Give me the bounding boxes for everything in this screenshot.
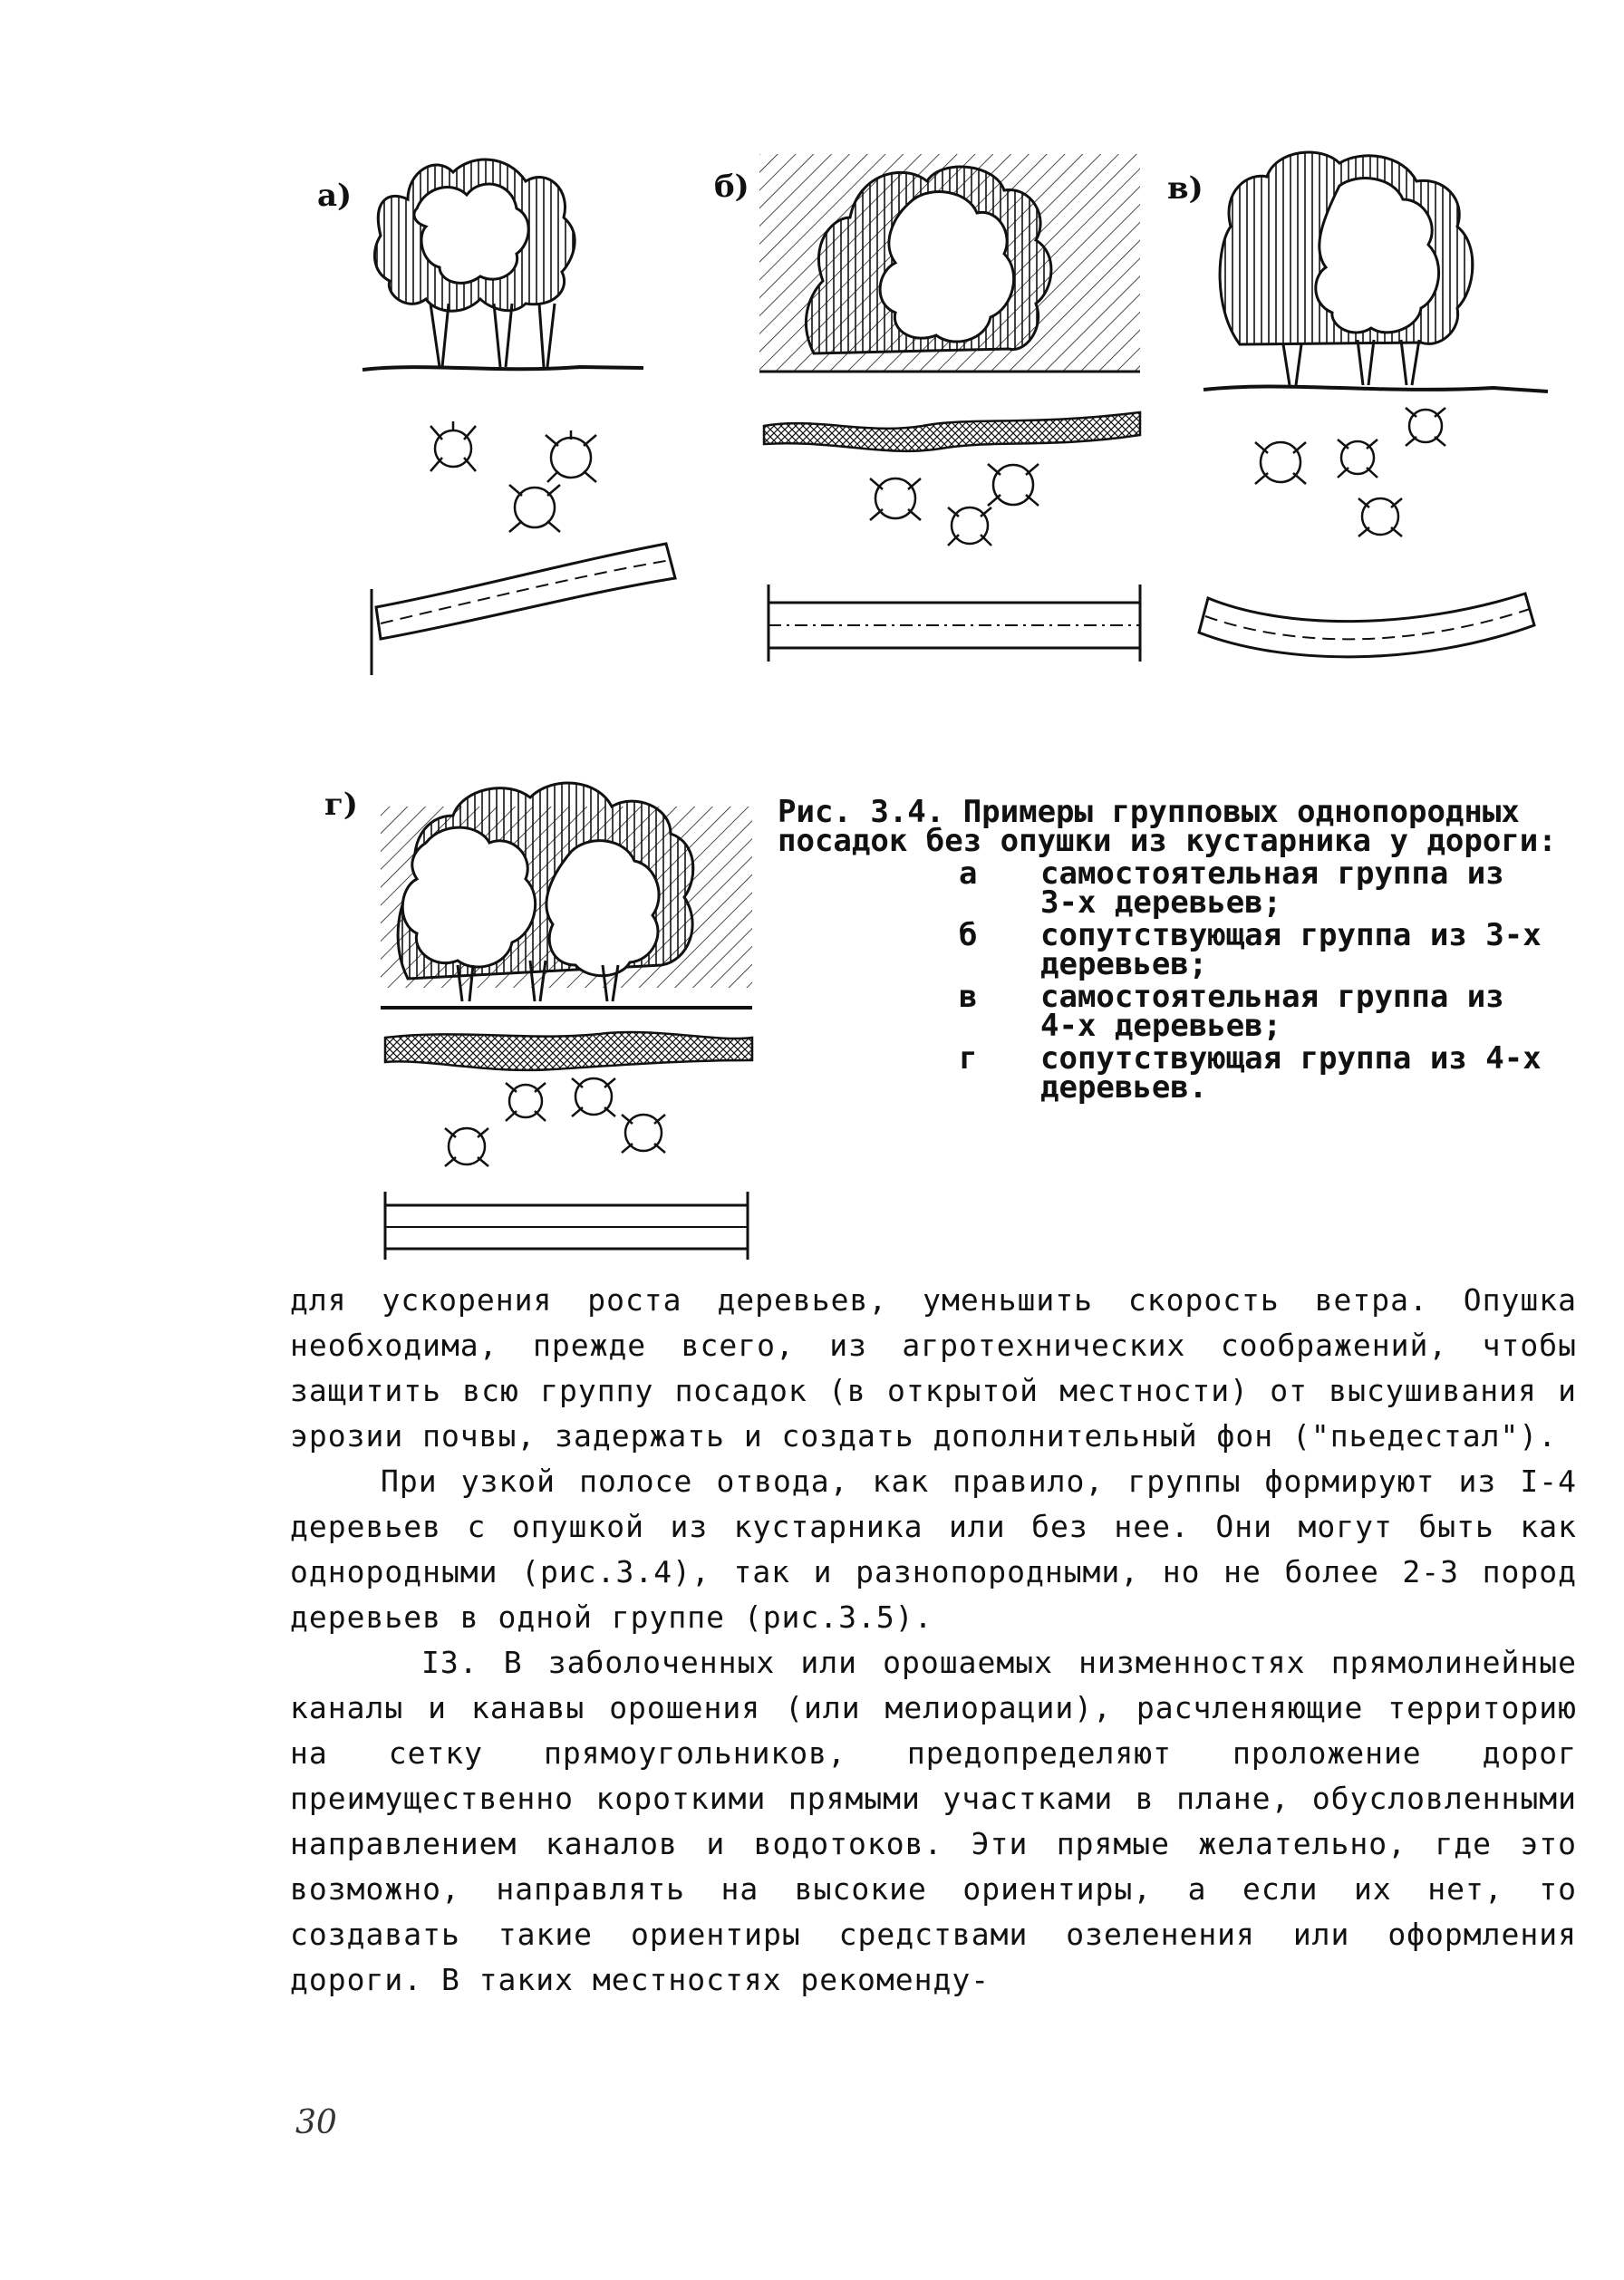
page-number: 30: [295, 2104, 337, 2141]
caption-item-text: сопутствующая группа из 4-х деревьев.: [1040, 1040, 1542, 1106]
panel-label-a: а): [317, 178, 353, 214]
panel-b-drawing: [759, 136, 1158, 698]
body-text: [290, 1278, 1577, 2003]
caption-item-letter: б: [959, 917, 978, 953]
shrub-symbols: [445, 1078, 665, 1166]
tree-trunks: [430, 304, 555, 367]
tree-trunks: [1283, 340, 1419, 385]
paragraph: I3. В заболоченных или орошаемых низменностях прямолинейные каналы и канавы орошения (или мелиорации), расчленяющие территорию на сетку прямоугольников, предопределяют проложение дорог преимущественно короткими прямыми участками в плане, обусловленными направлением каналов и водотоков. Эти прямые желательно, где это возможно, направлять на высокие ориентиры, а если их нет, то создавать такие ориентиры средствами озеленения или оформления дороги. В таких местностях рекоменду-: [290, 1645, 1577, 1997]
paragraph: для ускорения роста деревьев, уменьшить скорость ветра. Опушка необходима, прежде всего, из агротехнических соображений, чтобы защитить всю группу посадок (в открытой местности) от высушивания и эрозии почвы, задержать и создать дополнительный фон ("пьедестал").: [290, 1282, 1577, 1454]
panel-g-drawing: [372, 770, 770, 1278]
panel-label-b: б): [714, 169, 749, 205]
panel-label-v: в): [1167, 170, 1204, 207]
caption-item-b: [778, 917, 1557, 982]
tree-crowns: [374, 159, 575, 311]
road: [1199, 594, 1534, 657]
caption-item-a: [778, 855, 1557, 921]
ground-line: [362, 367, 643, 370]
road: [372, 544, 675, 675]
panel-a-drawing: [353, 136, 698, 698]
shrub-symbols: [870, 464, 1039, 546]
caption-item-text: самостоятельная группа из 3-х деревьев;: [1040, 855, 1504, 921]
shrub-symbols: [1255, 408, 1445, 536]
tree-crowns: [1220, 152, 1473, 344]
caption-item-letter: г: [959, 1040, 978, 1077]
caption-item-g: [778, 1040, 1557, 1106]
caption-title: Рис. 3.4. Примеры групповых однопородных посадок без опушки из кустарника у дороги:: [778, 794, 1557, 859]
panel-v-drawing: [1194, 136, 1557, 698]
caption-item-letter: а: [959, 855, 978, 892]
caption-item-text: самостоятельная группа из 4-х деревьев;: [1040, 979, 1504, 1044]
caption-item-v: [778, 979, 1557, 1044]
panel-label-g: г): [324, 787, 358, 823]
caption-item-text: сопутствующая группа из 3-х деревьев;: [1040, 917, 1542, 982]
road: [768, 584, 1140, 662]
road: [385, 1192, 748, 1260]
paragraph: При узкой полосе отвода, как правило, группы формируют из I-4 деревьев с опушкой из кустарника или без нее. Они могут быть как однородными (рис.3.4), так и разнопородными, но не более 2-3 пород деревьев в одной группе (рис.3.5).: [290, 1464, 1577, 1635]
shrub-symbols: [430, 421, 596, 532]
figure-caption: [778, 794, 1557, 1106]
caption-item-letter: в: [959, 979, 978, 1015]
